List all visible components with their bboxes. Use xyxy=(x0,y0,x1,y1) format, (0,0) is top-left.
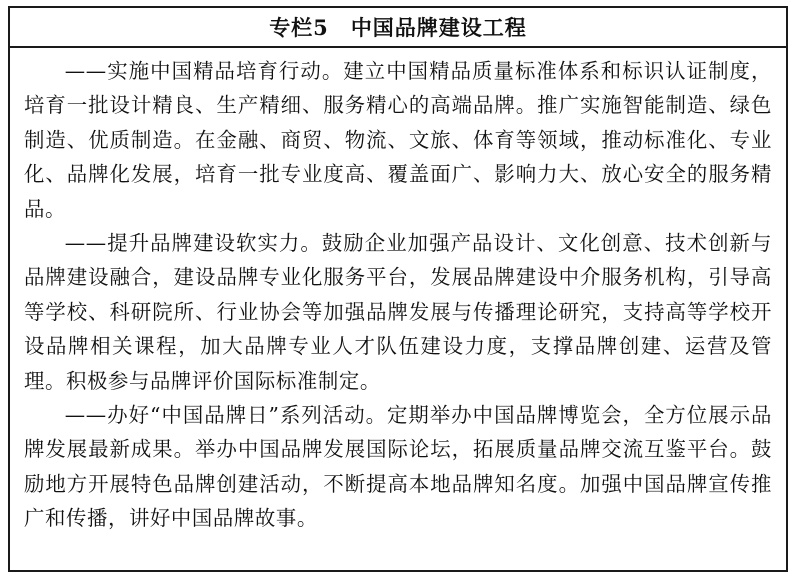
column-label: 专栏5 xyxy=(269,15,329,40)
column-content xyxy=(10,48,786,536)
paragraph-brand-day: ——办好“中国品牌日”系列活动。定期举办中国品牌博览会，全方位展示品牌发展最新成果。举办中国品牌发展国际论坛，拓展质量品牌交流互鉴平台。鼓励地方开展特色品牌创建活动，不断提高本地品牌知名度。加强中国品牌宣传推广和传播，讲好中国品牌故事。 xyxy=(24,403,772,531)
column-title-bar xyxy=(10,8,786,48)
column-box xyxy=(8,6,788,572)
paragraph-soft-power: ——提升品牌建设软实力。鼓励企业加强产品设计、文化创意、技术创新与品牌建设融合，建设品牌专业化服务平台，发展品牌建设中介服务机构，引导高等学校、科研院所、行业协会等加强品牌发展与传播理论研究，支持高等学校开设品牌相关课程，加大品牌专业人才队伍建设力度，支撑品牌创建、运营及管理。积极参与品牌评价国际标准制定。 xyxy=(24,231,772,393)
column-title: 中国品牌建设工程 xyxy=(350,15,527,40)
paragraph-quality-brand: ——实施中国精品培育行动。建立中国精品质量标准体系和标识认证制度，培育一批设计精良、生产精细、服务精心的高端品牌。推广实施智能制造、绿色制造、优质制造。在金融、商贸、物流、文旅、体育等领域，推动标准化、专业化、品牌化发展，培育一批专业度高、覆盖面广、影响力大、放心安全的服务精品。 xyxy=(24,59,772,221)
